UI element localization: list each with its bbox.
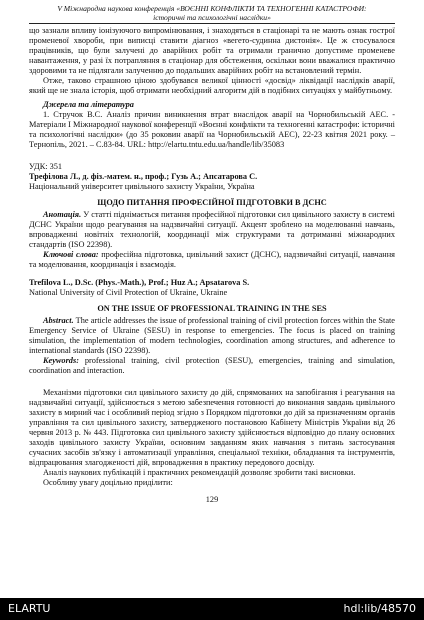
abstract-text: The article addresses the issue of professional training of civil protection forces within the State Emergency Service of Ukraine (SESU) in response to emergencies. The focus is placed on training simulation, the implementation of modern technologies, coordination among structures, and adherence to international standards (ISO 22398). (29, 316, 395, 355)
viewer-footer-bar (0, 598, 424, 620)
article-title-en: ON THE ISSUE OF PROFESSIONAL TRAINING IN THE SES (97, 304, 327, 313)
previous-article-paragraph-1: що зазнали впливу іонізуючого випромінювання, і знаходяться в стаціонарі та не мають ознак гострої променевої хвороби, при виписці ставити діагноз «вегето-судинна дистонія». Це ж стосувалося працівників, що були залучені до аварійних робіт та отримали гранично допустиме променеве навантаження, у разі їх потрапляння в стаціонар для обстеження, оскільки вони вважалися практично здоровими та не підлягали залученню до подальших аварійних робіт на встановлений термін. (29, 26, 395, 75)
previous-article-paragraph-2: Отже, таково страшною ціною здобувався великої цінності «досвід» ліквідації наслідків аварії, який ще не знала історія, щоб отримати необхідний алгоритм дій в подібних ситуаціях у майбутньому. (29, 76, 395, 95)
abstract-label: Abstract. (43, 316, 74, 325)
authors-en: Trefilova L., D.Sc. (Phys.-Math.), Prof.; Huz A.; Apsatarova S. (29, 278, 250, 287)
running-header (29, 4, 395, 24)
abstract-en (29, 316, 395, 356)
main-paragraph-1: Механізми підготовки сил цивільного захисту до дій, спрямованих на запобігання і реагування на надзвичайні ситуації, здійснюється з метою забезпечення готовності до виконання завдань цивільного захисту в мирний час і особливий період згідно з Порядком підготовки до дій за призначенням органів управління та сил цивільного захисту, затвердженого постановою Кабінету Міністрів України від 26 червня 2013 р. № 443. Підготовка сил цивільного захисту здійснюється відповідно до плану основних заходів цивільного захисту України, основним завданням яких навчання з питань застосування сучасних засобів зв'язку і автоматизації управління, спеціальної техніки, обладнання та інструментів, відпрацювання злагодженості дій, впровадження в практику передового досвіду. (29, 388, 395, 467)
keywords-en (29, 356, 395, 376)
keywords-label-ua: Ключові слова: (43, 250, 99, 259)
reference-item-1: 1. Стручок В.С. Аналіз причин виникнення втрат внаслідок аварії на Чорнобильській АЕС. - Матеріали I Міжнародної наукової конференції «Воєнні конфлікти та техногенні катастрофи: історичні та психологічні наслідки» (до 35 роковин аварії на Чорнобильській АЕС), 22-23 квітня 2021 року. – Тернопіль, 2021. – С.83-84. URL: http://elartu.tntu.edu.ua/handle/lib/35083 (29, 110, 395, 149)
annotation-ua (29, 210, 395, 250)
header-line-2: історичні та психологічні наслідки» (153, 13, 271, 22)
header-line-1: V Міжнародна наукова конференція «ВОЄННІ КОНФЛІКТИ ТА ТЕХНОГЕННІ КАТАСТРОФИ: (57, 4, 367, 13)
keywords-text-en: professional training, civil protection (SESU), emergencies, training and simulation, coordination and interaction. (29, 356, 395, 375)
keywords-ua (29, 250, 395, 270)
udc-code: УДК: 351 (29, 162, 63, 171)
main-paragraph-2: Аналіз наукових публікацій і практичних рекомендацій дозволяє зробити такі висновки. (43, 468, 356, 477)
page-content (29, 4, 395, 505)
authors-ua: Трефілова Л., д. фіз.-матем. н., проф.; Гузь А.; Апсатарова С. (29, 172, 258, 181)
affiliation-en: National University of Civil Protection of Ukraine, Ukraine (29, 288, 228, 297)
footer-handle-label: hdl:lib/48570 (343, 602, 416, 615)
footer-repository-label: ELARTU (8, 602, 51, 615)
references-title: Джерела та література (43, 100, 134, 109)
keywords-label-en: Keywords: (43, 356, 79, 365)
keywords-text-ua: професійна підготовка, цивільний захист (ДСНС), надзвичайні ситуації, навчання та моделювання, координація і взаємодія. (29, 250, 395, 269)
section-gap (29, 376, 395, 388)
article-title-ua: ЩОДО ПИТАННЯ ПРОФЕСІЙНОЇ ПІДГОТОВКИ В ДСНС (97, 198, 327, 207)
affiliation-ua: Національний університет цивільного захисту України, Україна (29, 182, 255, 191)
annotation-text: У статті піднімається питання професійної підготовки сил цивільного захисту в системі ДСНС України щодо реагування на надзвичайні ситуації. Акцент зроблено на моделюванні навчань, впровадженні новітніх технологій, координації між структурами та дотриманні міжнародних стандартів (ISO 22398). (29, 210, 395, 249)
main-paragraph-3: Особливу увагу доцільно приділити: (43, 478, 173, 487)
page-number: 129 (205, 495, 219, 504)
annotation-label: Анотація. (43, 210, 82, 219)
